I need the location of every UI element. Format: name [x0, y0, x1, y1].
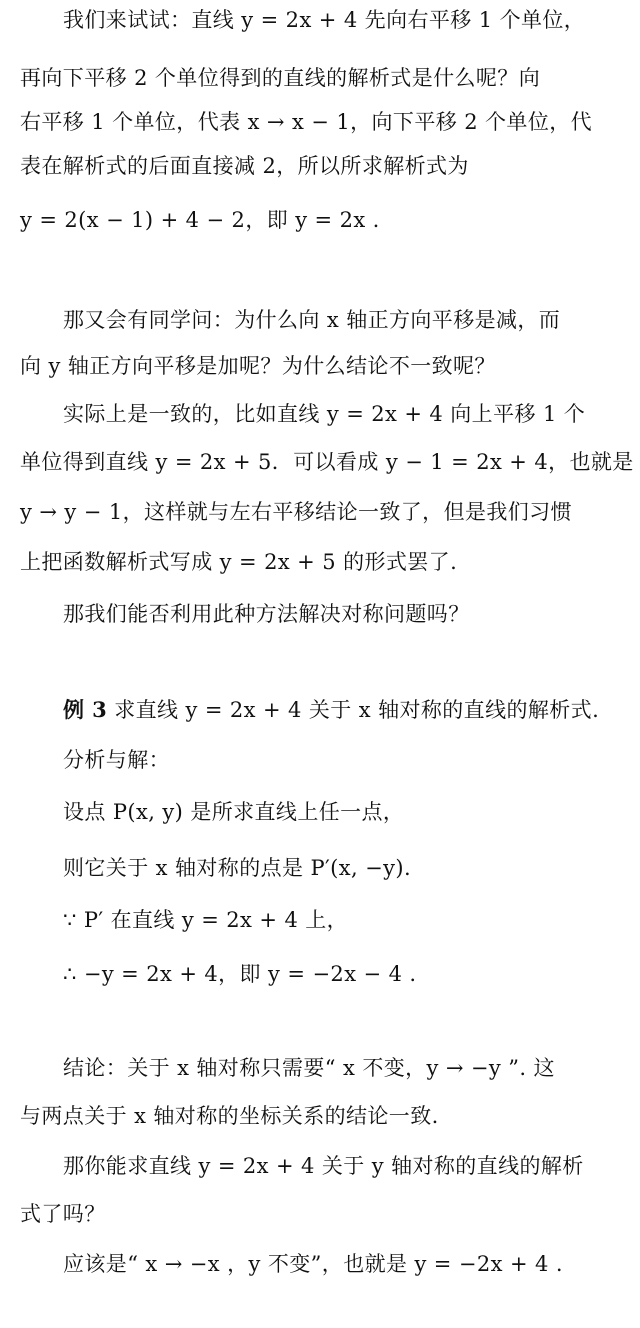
- solution-step-1: 设点 P(x, y) 是所求直线上任一点，: [63, 800, 405, 824]
- paragraph-1-line-5: y = 2(x − 1) + 4 − 2，即 y = 2x .: [20, 208, 380, 232]
- paragraph-1-line-4: 表在解析式的后面直接减 2，所以所求解析式为: [20, 154, 469, 178]
- answer-line-1: 应该是“ x → −x ，y 不变”，也就是 y = −2x + 4 .: [63, 1252, 563, 1276]
- conclusion-line-2: 与两点关于 x 轴对称的坐标关系的结论一致.: [20, 1104, 439, 1128]
- conclusion-line-1: 结论：关于 x 轴对称只需要“ x 不变，y → −y ”. 这: [63, 1056, 555, 1080]
- solution-step-3: ∵ P′ 在直线 y = 2x + 4 上，: [63, 908, 349, 932]
- analysis-label: 分析与解：: [63, 748, 170, 772]
- example-heading: [63, 694, 599, 726]
- paragraph-2-line-2: 向 y 轴正方向平移是加呢？为什么结论不一致呢？: [20, 354, 496, 378]
- question-line-2: 式了吗？: [20, 1202, 106, 1226]
- paragraph-3-line-4: 上把函数解析式写成 y = 2x + 5 的形式罢了.: [20, 550, 458, 574]
- paragraph-3-line-2: 单位得到直线 y = 2x + 5．可以看成 y − 1 = 2x + 4，也就是: [20, 450, 634, 474]
- paragraph-1-line-3: 右平移 1 个单位，代表 x → x − 1，向下平移 2 个单位，代: [20, 110, 593, 134]
- paragraph-1-line-2: 再向下平移 2 个单位得到的直线的解析式是什么呢？向: [20, 66, 541, 90]
- example-label: 例 3: [63, 697, 108, 722]
- paragraph-3-line-1: 实际上是一致的，比如直线 y = 2x + 4 向上平移 1 个: [63, 402, 586, 426]
- paragraph-1-line-1: 我们来试试：直线 y = 2x + 4 先向右平移 1 个单位，: [63, 8, 586, 32]
- example-text: 求直线 y = 2x + 4 关于 x 轴对称的直线的解析式.: [107, 698, 600, 722]
- paragraph-4-line-1: 那我们能否利用此种方法解决对称问题吗？: [63, 602, 470, 626]
- solution-step-2: 则它关于 x 轴对称的点是 P′(x, −y).: [63, 856, 412, 880]
- solution-step-4: ∴ −y = 2x + 4，即 y = −2x − 4 .: [63, 962, 417, 986]
- question-line-1: 那你能求直线 y = 2x + 4 关于 y 轴对称的直线的解析: [63, 1154, 584, 1178]
- paragraph-3-line-3: y → y − 1，这样就与左右平移结论一致了，但是我们习惯: [20, 500, 572, 524]
- paragraph-2-line-1: 那又会有同学问：为什么向 x 轴正方向平移是减，而: [63, 308, 561, 332]
